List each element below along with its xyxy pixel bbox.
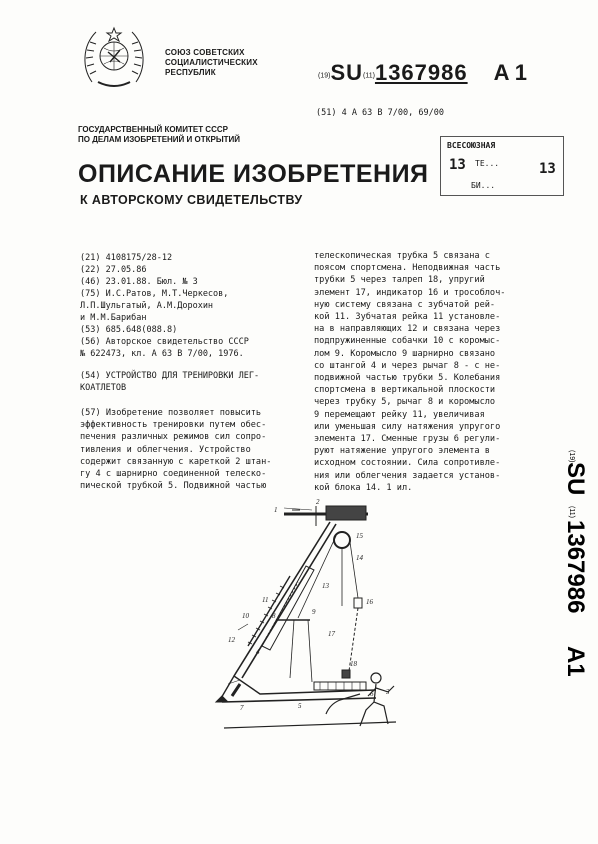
biblio-line: Л.П.Шульгатый, А.М.Дорохин [80, 301, 214, 311]
abstract-line: подвижной частью трубки 5. Колебания [314, 373, 501, 384]
abstract-line: лом 9. Коромысло 9 шарнирно связано [314, 348, 496, 359]
abstract-line: кой 11. Зубчатая рейка 11 установле- [314, 312, 501, 323]
label-7: 7 [240, 704, 244, 712]
biblio-line: (56) Авторское свидетельство СССР [80, 337, 249, 347]
label-5: 5 [298, 702, 302, 710]
abstract-line: эффективность тренировки путем обес- [80, 420, 267, 431]
stamp-text-3: ТЕ... [475, 159, 500, 168]
abstract-right-column [314, 250, 505, 494]
label-1: 1 [274, 506, 278, 514]
biblio-line: (46) 23.01.88. Бюл. № 3 [80, 277, 198, 287]
biblio-line: (75) И.С.Ратов, М.Т.Черкесов, [80, 289, 229, 299]
abstract-line: тивления и облегчения. Устройство [80, 444, 251, 455]
label-11: 11 [262, 596, 269, 604]
abstract-line: 9 перемещают рейку 11, увеличивая [314, 409, 485, 420]
abstract-line: ния или облегчения задается установ- [314, 470, 501, 481]
abstract-line: подпружиненные собачки 10 с коромыс- [314, 336, 501, 347]
label-6: 6 [370, 690, 374, 698]
biblio-line: № 622473, кл. А 63 В 7/00, 1976. [80, 349, 244, 359]
org-line-1: СОЮЗ СОВЕТСКИХ [165, 48, 245, 57]
biblio-line: и М.М.Барибан [80, 313, 147, 323]
label-17: 17 [328, 630, 335, 638]
publication-number [318, 60, 527, 86]
bar-4 [234, 522, 330, 676]
biblio-line: (21) 4108175/28-12 [80, 253, 173, 263]
abstract-line: руют натяжение упругого элемента в [314, 446, 490, 457]
side-kind: A1 [562, 646, 589, 677]
abstract-line: исходном состоянии. Сила сопротивле- [314, 458, 501, 469]
abstract-line: на в направляющих 12 и связана через [314, 324, 501, 335]
label-10: 10 [242, 612, 249, 620]
stamp-text-2: 13 [449, 157, 466, 173]
weights-6 [314, 682, 366, 690]
label-8: 8 [272, 612, 276, 620]
code-11: (11) [363, 72, 375, 80]
label-13: 13 [322, 582, 329, 590]
label-2: 2 [316, 498, 320, 506]
abstract-line: элемента 17. Сменные грузы 6 регули- [314, 434, 501, 445]
org-line-2: СОЦИАЛИСТИЧЕСКИХ [165, 58, 258, 67]
turnbuckle-18 [342, 670, 350, 678]
biblio-line: (22) 27.05.86 [80, 265, 147, 275]
abstract-line: телескопическая трубка 5 связана с [314, 251, 490, 261]
abstract-line: содержит связанную с кареткой 2 штан- [80, 456, 272, 467]
abstract-line: трубки 5 через талреп 18, упругий [314, 275, 485, 286]
abstract-line: пической трубкой 5. Подвижной частью [80, 481, 267, 492]
abstract-line: гу 4 с шарнирно соединенной телеско- [80, 469, 267, 480]
abstract-line: кой блока 14. 1 ил. [314, 482, 413, 493]
biblio-line: (53) 685.648(088.8) [80, 325, 178, 335]
ipc-classification: (51) 4 A 63 B 7/00, 69/00 [316, 108, 444, 118]
side-code-19: (19) [568, 450, 575, 463]
title-54-line: (54) УСТРОЙСТВО ДЛЯ ТРЕНИРОВКИ ЛЕГ- [80, 371, 260, 381]
side-publication-number [548, 450, 589, 705]
document-subtitle: К АВТОРСКОМУ СВИДЕТЕЛЬСТВУ [80, 193, 303, 207]
abstract-line: печения различных режимов сил сопро- [80, 432, 267, 443]
label-14: 14 [356, 554, 363, 562]
abstract-line: (57) Изобретение позволяет повысить [80, 408, 262, 418]
org-line-3: РЕСПУБЛИК [165, 68, 216, 77]
abstract-left-column [80, 407, 271, 492]
ussr-emblem [78, 22, 150, 94]
label-16: 16 [366, 598, 373, 606]
stamp-text-4: БИ... [471, 181, 496, 190]
abstract-line: спортсмена в вертикальной плоскости [314, 385, 496, 396]
label-9: 9 [312, 608, 316, 616]
indicator-16 [354, 598, 362, 608]
carriage [326, 506, 366, 520]
abstract-line: со штангой 4 и через рычаг 8 - с не- [314, 360, 501, 371]
title-54-line: КОАТЛЕТОВ [80, 383, 127, 393]
ground-line [224, 722, 396, 728]
pulley-14 [334, 532, 350, 548]
label-3: 3 [386, 688, 390, 696]
abstract-line: ную систему связана с зубчатой рей- [314, 299, 496, 310]
side-code-11: (11) [568, 506, 575, 518]
committee-line-1: ГОСУДАРСТВЕННЫЙ КОМИТЕТ СССР [78, 125, 228, 134]
abstract-line: поясом спортсмена. Неподвижная часть [314, 263, 501, 274]
patent-kind: A 1 [493, 60, 528, 85]
country-code: SU [330, 60, 364, 85]
label-4: 4 [256, 648, 260, 656]
side-number: 1367986 [562, 520, 589, 614]
patent-number: 1367986 [374, 60, 468, 85]
document-title: ОПИСАНИЕ ИЗОБРЕТЕНИЯ [78, 160, 429, 188]
label-15: 15 [356, 532, 363, 540]
library-stamp [440, 136, 564, 196]
committee-line-2: ПО ДЕЛАМ ИЗОБРЕТЕНИЙ И ОТКРЫТИЙ [78, 135, 241, 144]
label-12: 12 [228, 636, 235, 644]
stamp-text-1: ВСЕСОЮЗНАЯ [447, 141, 496, 150]
abstract-line: через трубку 5, рычаг 8 и коромысло [314, 397, 496, 408]
code-19: (19) [318, 72, 331, 80]
label-18: 18 [350, 660, 357, 668]
abstract-line: элемент 17, индикатор 16 и трособлоч- [314, 287, 506, 298]
abstract-line: или уменьшая силу натяжения упругого [314, 421, 501, 432]
device-figure [200, 496, 440, 746]
side-country: SU [562, 462, 589, 496]
stamp-text-5: 13 [539, 161, 556, 177]
